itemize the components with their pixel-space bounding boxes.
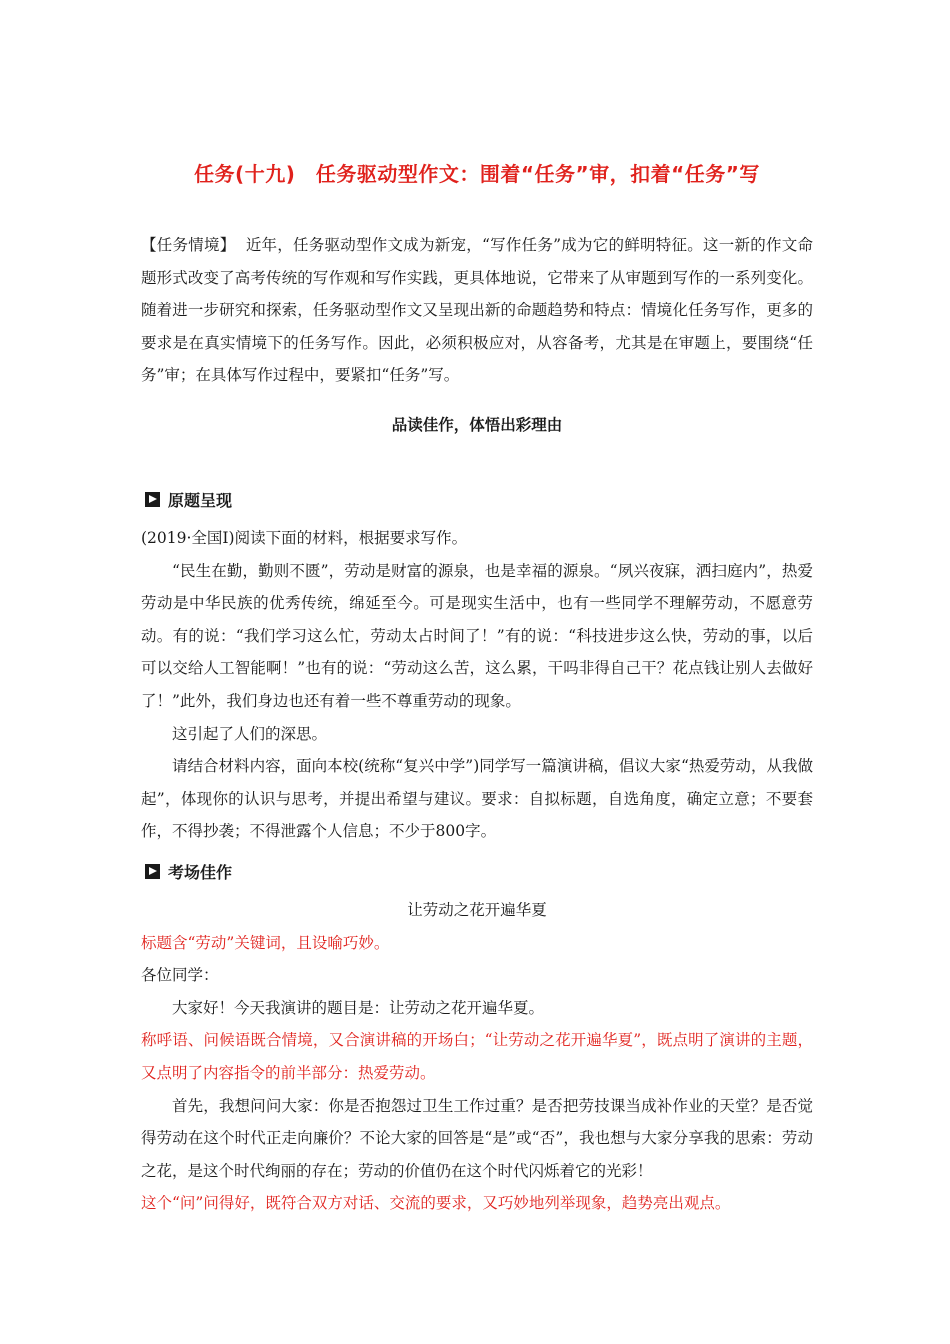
task-context-label: 【任务情境】	[141, 236, 236, 254]
writing-requirement: 请结合材料内容，面向本校(统称“复兴中学”)同学写一篇演讲稿，倡议大家“热爱劳动，从我做起”，体现你的认识与思考，并提出希望与建议。要求：自拟标题，自选角度，确定立意；不要套作，不得抄袭；不得泄露个人信息；不少于800字。	[141, 757, 813, 841]
essay-paragraph: 首先，我想问问大家：你是否抱怨过卫生工作过重？是否把劳技课当成补作业的天堂？是否觉得劳动在这个时代正走向廉价？不论大家的回答是“是”或“否”，我也想与大家分享我的思索：劳动之花，是这个时代绚丽的存在；劳动的价值仍在这个时代闪烁着它的光彩！	[141, 1096, 813, 1180]
play-icon	[145, 864, 160, 879]
original-question-body	[141, 522, 813, 848]
annotation-note: 称呼语、问候语既合情境，又合演讲稿的开场白；“让劳动之花开遍华夏”，既点明了演讲的主题，又点明了内容指令的前半部分：热爱劳动。	[141, 1031, 813, 1082]
play-icon	[145, 492, 160, 507]
question-source: (2019·全国Ⅰ)阅读下面的材料，根据要求写作。	[141, 529, 468, 547]
essay-greeting: 各位同学：	[141, 966, 219, 985]
page-title: 任务(十九) 任务驱动型作文：围着“任务”审，扣着“任务”写	[194, 162, 760, 186]
section-subtitle: 品读佳作，体悟出彩理由	[391, 416, 563, 434]
section-heading-label: 考场佳作	[168, 863, 233, 882]
material-paragraph: “民生在勤，勤则不匮”，劳动是财富的源泉，也是幸福的源泉。“夙兴夜寐，洒扫庭内”，热爱劳动是中华民族的优秀传统，绵延至今。可是现实生活中，也有一些同学不理解劳动，不愿意劳动。有的说：“我们学习这么忙，劳动太占时间了！”有的说：“科技进步这么快，劳动的事，以后可以交给人工智能啊！”也有的说：“劳动这么苦，这么累，干吗非得自己干？花点钱让别人去做好了！”此外，我们身边也还有着一些不尊重劳动的现象。	[141, 561, 813, 710]
section-heading-original-question	[145, 488, 232, 511]
model-essay-body	[141, 894, 813, 1220]
section-heading-model-essay	[145, 860, 232, 883]
section-heading-label: 原题呈现	[168, 491, 233, 510]
annotation-note: 标题含“劳动”关键词，且设喻巧妙。	[141, 933, 390, 952]
material-paragraph: 这引起了人们的深思。	[172, 724, 328, 743]
task-context-text: 近年，任务驱动型作文成为新宠，“写作任务”成为它的鲜明特征。这一新的作文命题形式改变了高考传统的写作观和写作实践，更具体地说，它带来了从审题到写作的一系列变化。随着进一步研究和探索，任务驱动型作文又呈现出新的命题趋势和特点：情境化任务写作，更多的要求是在真实情境下的任务写作。因此，必须积极应对，从容备考，尤其是在审题上，要围绕“任务”审；在具体写作过程中，要紧扣“任务”写。	[141, 236, 813, 385]
essay-paragraph: 大家好！今天我演讲的题目是：让劳动之花开遍华夏。	[172, 998, 545, 1017]
annotation-note: 这个“问”问得好，既符合双方对话、交流的要求，又巧妙地列举现象，趋势亮出观点。	[141, 1194, 731, 1213]
essay-title: 让劳动之花开遍华夏	[407, 901, 547, 919]
task-context	[141, 229, 813, 392]
